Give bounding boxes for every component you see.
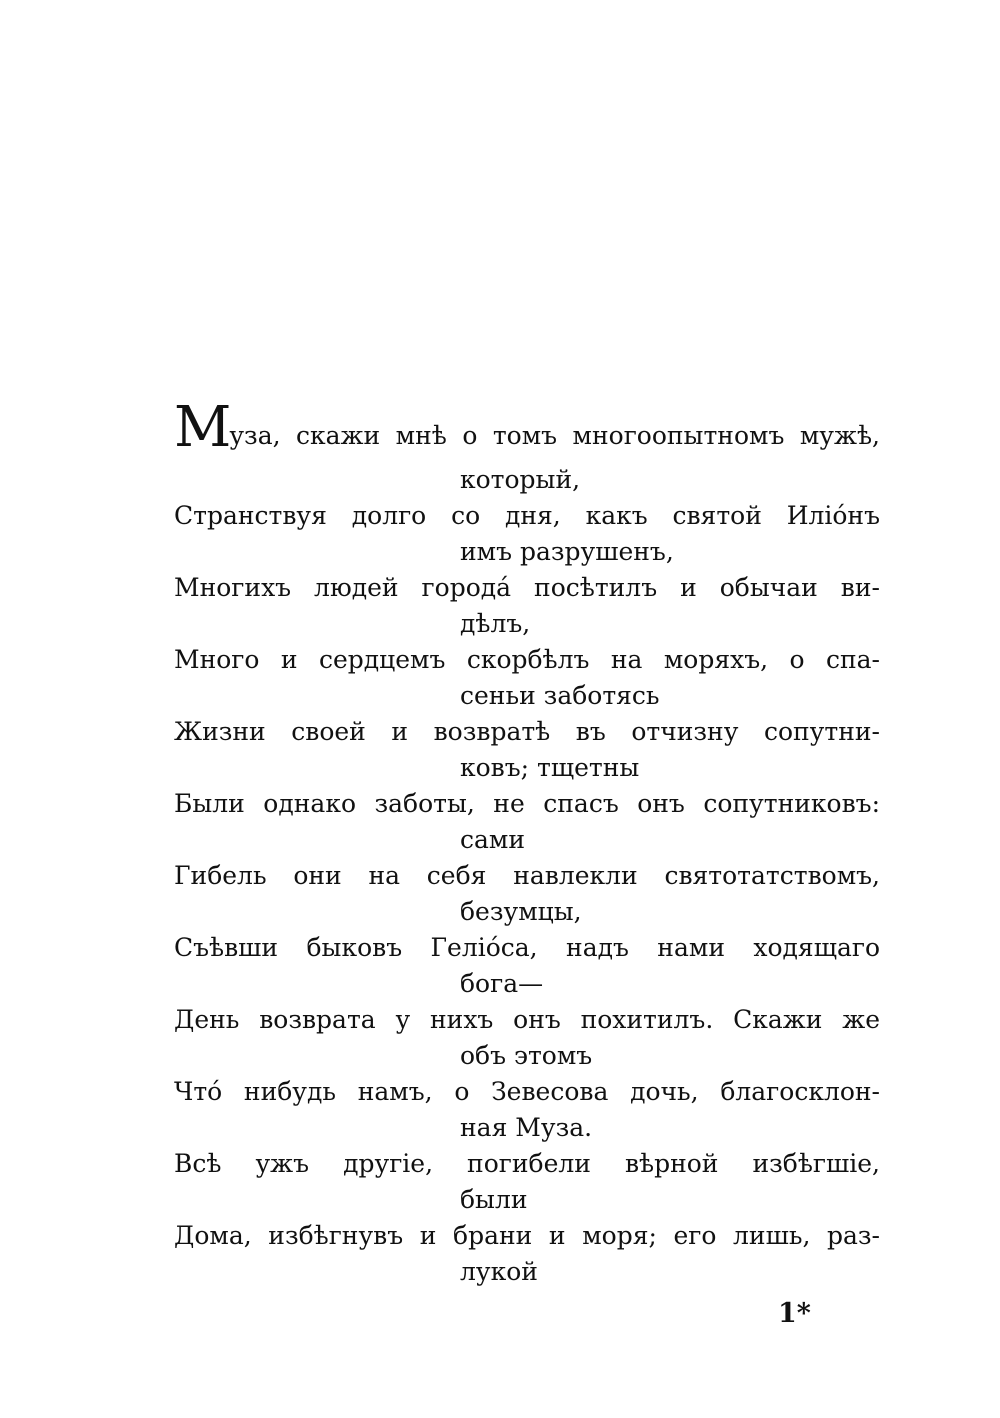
verse-11 xyxy=(174,1146,880,1218)
verse-line: Были однако заботы, не спасъ онъ сопутниковъ: xyxy=(174,789,880,818)
verse-7 xyxy=(174,858,880,930)
verse-continuation: который, xyxy=(460,465,581,494)
verse-continuation: дѣлъ, xyxy=(460,609,531,638)
verse-line: Чтó нибудь намъ, о Зевесова дочь, благосклон- xyxy=(174,1077,880,1106)
drop-cap: М xyxy=(174,395,230,460)
verse-12 xyxy=(174,1218,880,1290)
verse-line xyxy=(174,395,880,462)
verse-5 xyxy=(174,714,880,786)
verse-line: Много и сердцемъ скорбѣлъ на моряхъ, о спа- xyxy=(174,645,880,674)
verse-line-text: уза, скажи мнѣ о томъ многоопытномъ мужѣ, xyxy=(229,421,880,450)
verse-line: Жизни своей и возвратѣ въ отчизну сопутни- xyxy=(174,717,880,746)
verse-line: Гибель они на себя навлекли святотатствомъ, xyxy=(174,861,880,890)
verse-3 xyxy=(174,570,880,642)
verse-line: День возврата у нихъ онъ похитилъ. Скажи же xyxy=(174,1005,880,1034)
verse-line: Странствуя долго со дня, какъ святой Иліóнъ xyxy=(174,501,880,530)
signature-mark: 1* xyxy=(778,1298,811,1329)
verse-continuation: бога— xyxy=(460,969,544,998)
verse-1 xyxy=(174,395,880,498)
verse-line: Дома, избѣгнувъ и брани и моря; его лишь, раз- xyxy=(174,1221,880,1250)
verse-2 xyxy=(174,498,880,570)
verse-line: Многихъ людей городá посѣтилъ и обычаи ви- xyxy=(174,573,880,602)
verse-continuation: объ этомъ xyxy=(460,1041,593,1070)
verse-continuation: сеньи заботясь xyxy=(460,681,660,710)
verse-continuation: лукой xyxy=(460,1257,538,1286)
verse-continuation: безумцы, xyxy=(460,897,582,926)
verse-9 xyxy=(174,1002,880,1074)
verse-4 xyxy=(174,642,880,714)
poem-text xyxy=(174,395,880,1290)
verse-10 xyxy=(174,1074,880,1146)
verse-6 xyxy=(174,786,880,858)
verse-continuation: ная Муза. xyxy=(460,1113,593,1142)
verse-continuation: имъ разрушенъ, xyxy=(460,537,674,566)
verse-continuation: сами xyxy=(460,825,526,854)
verse-8 xyxy=(174,930,880,1002)
verse-continuation: были xyxy=(460,1185,528,1214)
verse-line: Всѣ ужъ другіе, погибели вѣрной избѣгшіе, xyxy=(174,1149,880,1178)
verse-continuation: ковъ; тщетны xyxy=(460,753,640,782)
verse-line: Съѣвши быковъ Геліóса, надъ нами ходящаго xyxy=(174,933,880,962)
